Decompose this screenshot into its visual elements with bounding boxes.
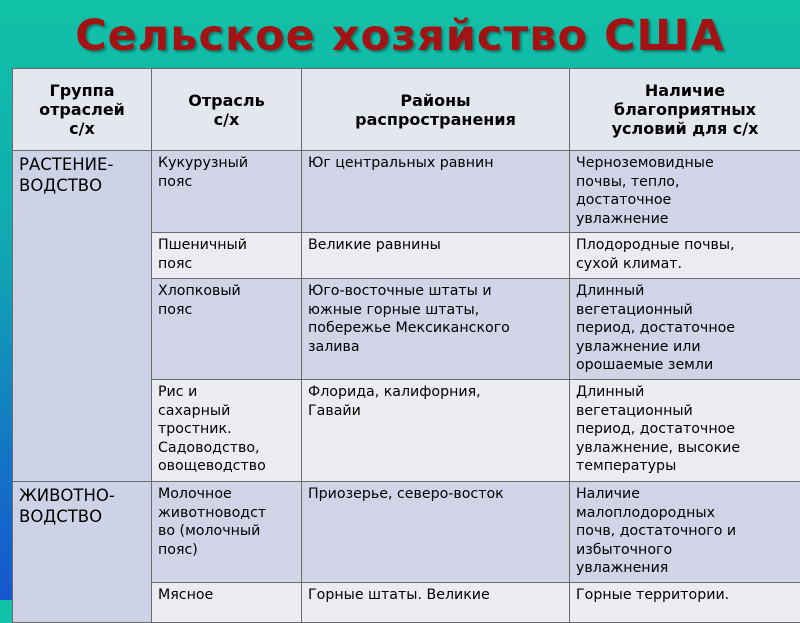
branch-cell: Рис и сахарный тростник. Садоводство, овощеводство [152,380,302,482]
region-cell: Юг центральных равнин [302,151,570,233]
conditions-cell: Плодородные почвы, сухой климат. [570,233,800,279]
branch-cell: Мясное [152,583,302,623]
conditions-cell: Длинный вегетационный период, достаточное увлажнение или орошаемые земли [570,279,800,380]
branch-cell: Кукурузный пояс [152,151,302,233]
region-cell: Приозерье, северо-восток [302,482,570,583]
conditions-cell: Черноземовидные почвы, тепло, достаточное увлажнение [570,151,800,233]
conditions-cell: Наличие малоплодородных почв, достаточного и избыточного увлажнения [570,482,800,583]
agriculture-table [12,68,800,623]
region-cell: Великие равнины [302,233,570,279]
group-cell-livestock: ЖИВОТНО- ВОДСТВО [13,482,152,623]
group-cell-crops: РАСТЕНИЕ- ВОДСТВО [13,151,152,482]
region-cell: Юго-восточные штаты и южные горные штаты, побережье Мексиканского залива [302,279,570,380]
conditions-cell: Длинный вегетационный период, достаточное увлажнение, высокие температуры [570,380,800,482]
conditions-cell: Горные территории. [570,583,800,623]
header-branch: Отрасль с/х [152,69,302,151]
branch-cell: Хлопковый пояс [152,279,302,380]
header-regions: Районы распространения [302,69,570,151]
table-header-row [13,69,800,151]
slide-title: Сельское хозяйство США [0,6,800,66]
header-group: Группа отраслей с/х [13,69,152,151]
region-cell: Горные штаты. Великие [302,583,570,623]
branch-cell: Молочное животноводст во (молочный пояс) [152,482,302,583]
branch-cell: Пшеничный пояс [152,233,302,279]
region-cell: Флорида, калифорния, Гавайи [302,380,570,482]
header-conditions: Наличие благоприятных условий для с/х [570,69,800,151]
table-row [13,151,800,233]
table-row [13,482,800,583]
